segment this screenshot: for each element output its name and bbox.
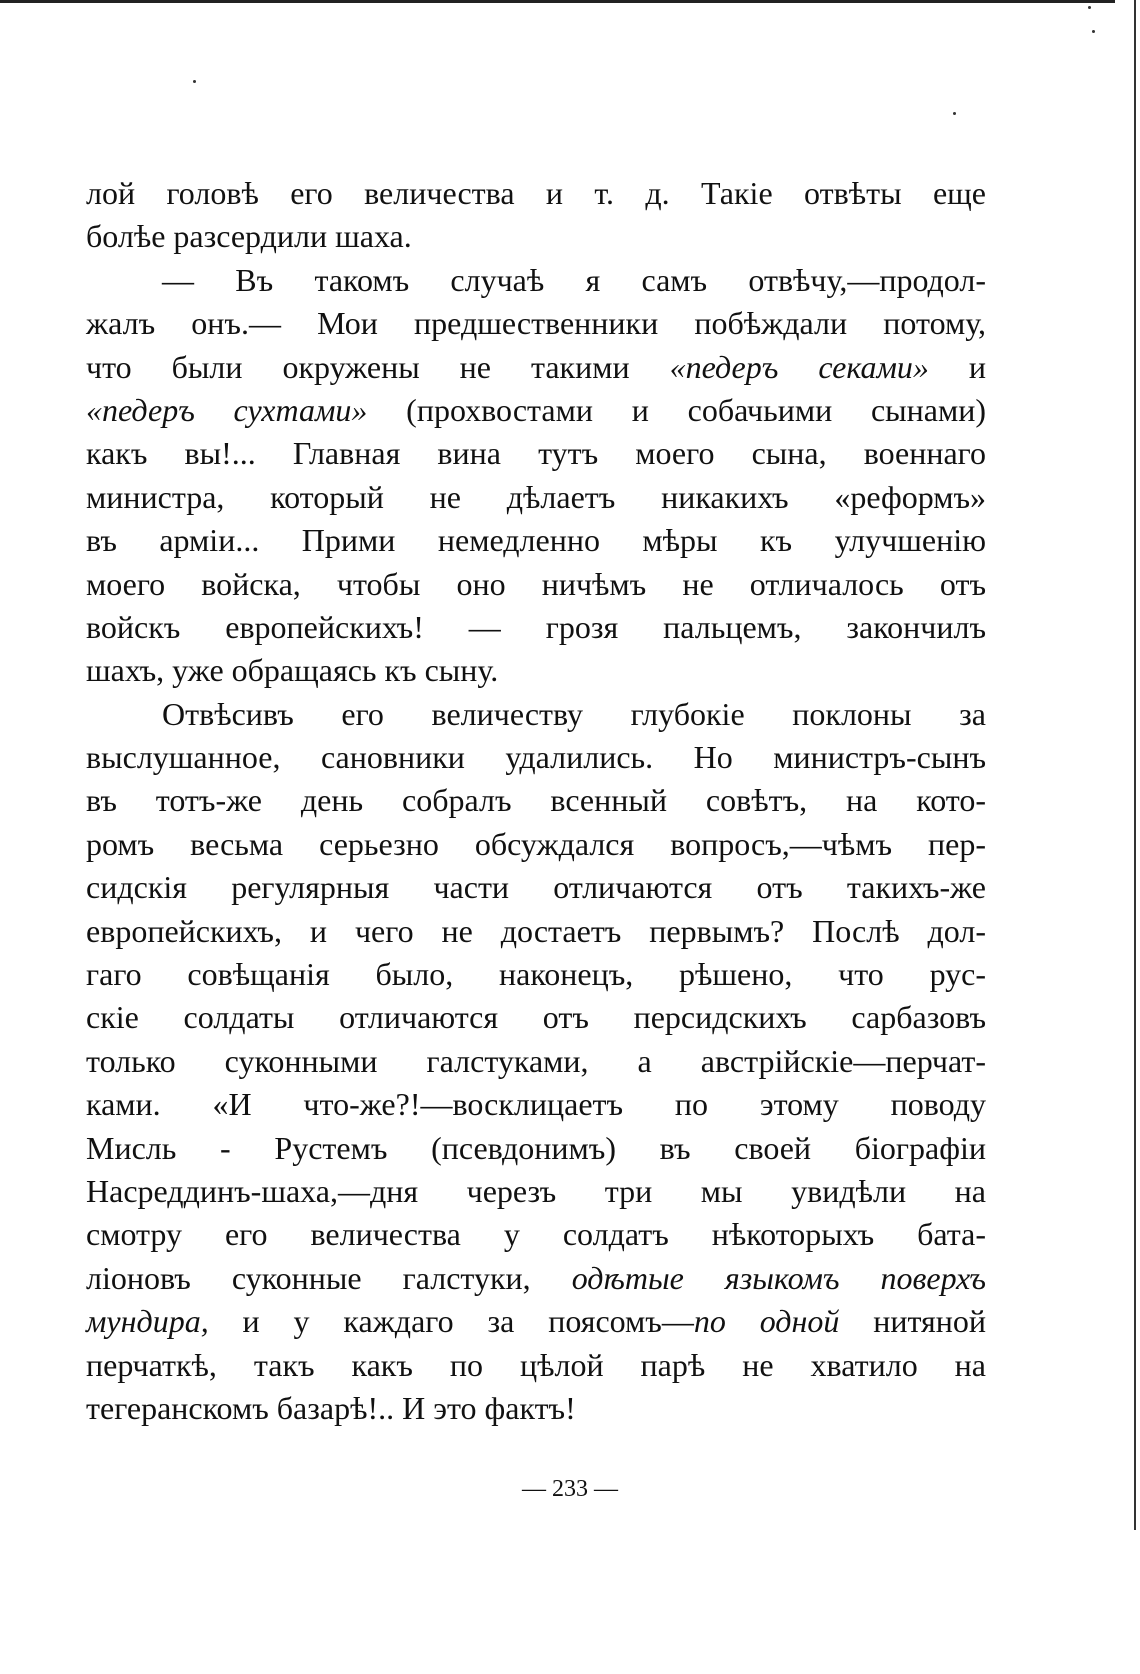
text-span: ліоновъ суконные галстуки, <box>86 1259 572 1296</box>
text-line <box>86 1170 986 1213</box>
text-span: Мисль - Рустемъ (псевдонимъ) въ своей біографіи <box>86 1129 986 1166</box>
text-span: гаго совѣщанія было, наконецъ, рѣшено, что рус- <box>86 956 986 993</box>
text-span: въ тотъ-же день собралъ всенный совѣтъ, на кото- <box>86 782 986 819</box>
text-span: тегеранскомъ базарѣ!.. И это фактъ! <box>86 1389 576 1426</box>
text-span: перчаткѣ, такъ какъ по цѣлой парѣ не хватило на <box>86 1346 986 1383</box>
text-line <box>86 649 986 692</box>
text-line <box>86 1387 986 1430</box>
text-line <box>86 953 986 996</box>
text-line <box>86 866 986 909</box>
text-line <box>86 1040 986 1083</box>
text-span: ромъ весьма серьезно обсуждался вопросъ,—чѣмъ пер- <box>86 825 986 862</box>
text-span: жалъ онъ.— Мои предшественники побѣждали потому, <box>86 305 986 342</box>
text-line <box>86 1127 986 1170</box>
text-line <box>86 910 986 953</box>
text-span: и <box>928 348 987 385</box>
right-scan-rule <box>1134 0 1136 1530</box>
italic-term: «педеръ сухтами» <box>86 391 368 428</box>
text-span: и у каждаго за поясомъ— <box>208 1303 694 1340</box>
text-span: (прохвостами и собачьими сынами) <box>367 391 987 428</box>
text-span: ками. «И что-же?!—восклицаетъ по этому поводу <box>86 1086 986 1123</box>
text-span: европейскихъ, и чего не достаетъ первымъ? Послѣ дол- <box>86 912 986 949</box>
text-line <box>86 1213 986 1256</box>
scan-speck <box>953 112 956 115</box>
text-line <box>86 1083 986 1126</box>
text-line <box>86 432 986 475</box>
text-span: въ арміи... Прими немедленно мѣры къ улучшенію <box>86 522 986 559</box>
text-line <box>86 606 986 649</box>
text-line <box>86 259 986 302</box>
text-span: сидскія регулярныя части отличаются отъ такихъ-же <box>86 869 986 906</box>
text-line <box>86 693 986 736</box>
scan-speck <box>1088 6 1091 9</box>
scan-speck <box>193 80 196 83</box>
text-line <box>86 302 986 345</box>
text-line <box>86 563 986 606</box>
text-span: Отвѣсивъ его величеству глубокіе поклоны за <box>162 695 986 732</box>
text-line <box>86 736 986 779</box>
text-span: смотру его величества у солдатъ нѣкоторыхъ бата- <box>86 1216 986 1253</box>
text-span: войскъ европейскихъ! — грозя пальцемъ, закончилъ <box>86 608 986 645</box>
scan-speck <box>1092 30 1095 33</box>
text-line <box>86 823 986 866</box>
text-span: нитяной <box>839 1303 987 1340</box>
text-line <box>86 172 986 215</box>
text-span: что были окружены не такими <box>86 348 670 385</box>
top-scan-rule <box>0 0 1115 3</box>
italic-phrase: по одной <box>693 1303 840 1340</box>
text-line <box>86 1344 986 1387</box>
text-span: какъ вы!... Главная вина тутъ моего сына, военнаго <box>86 435 986 472</box>
text-line <box>86 996 986 1039</box>
text-span: только суконными галстуками, а австрійскіе—перчат- <box>86 1042 986 1079</box>
text-line <box>86 779 986 822</box>
text-span: — Въ такомъ случаѣ я самъ отвѣчу,—продол- <box>162 261 986 298</box>
italic-phrase: одѣтые языкомъ поверхъ <box>571 1259 987 1296</box>
body-text <box>86 172 986 1430</box>
text-span: лой головѣ его величества и т. д. Такіе отвѣты еще <box>86 175 986 211</box>
page-number: — 233 — <box>522 1476 618 1502</box>
text-span: Насреддинъ-шаха,—дня черезъ три мы увидѣли на <box>86 1172 986 1209</box>
text-line <box>86 346 986 389</box>
text-line <box>86 519 986 562</box>
text-line <box>86 1257 986 1300</box>
text-line <box>86 215 986 258</box>
text-line <box>86 476 986 519</box>
text-span: болѣе разсердили шаха. <box>86 218 412 255</box>
text-span: выслушанное, сановники удалились. Но министръ-сынъ <box>86 739 986 776</box>
text-span: моего войска, чтобы оно ничѣмъ не отличалось отъ <box>86 565 986 602</box>
text-line <box>86 389 986 432</box>
text-span: скіе солдаты отличаются отъ персидскихъ сарбазовъ <box>86 999 986 1036</box>
text-span: шахъ, уже обращаясь къ сыну. <box>86 652 499 689</box>
text-span: министра, который не дѣлаетъ никакихъ «реформъ» <box>86 478 986 515</box>
text-line <box>86 1300 986 1343</box>
italic-phrase: мундира, <box>86 1303 209 1340</box>
italic-term: «педеръ секами» <box>669 348 929 385</box>
